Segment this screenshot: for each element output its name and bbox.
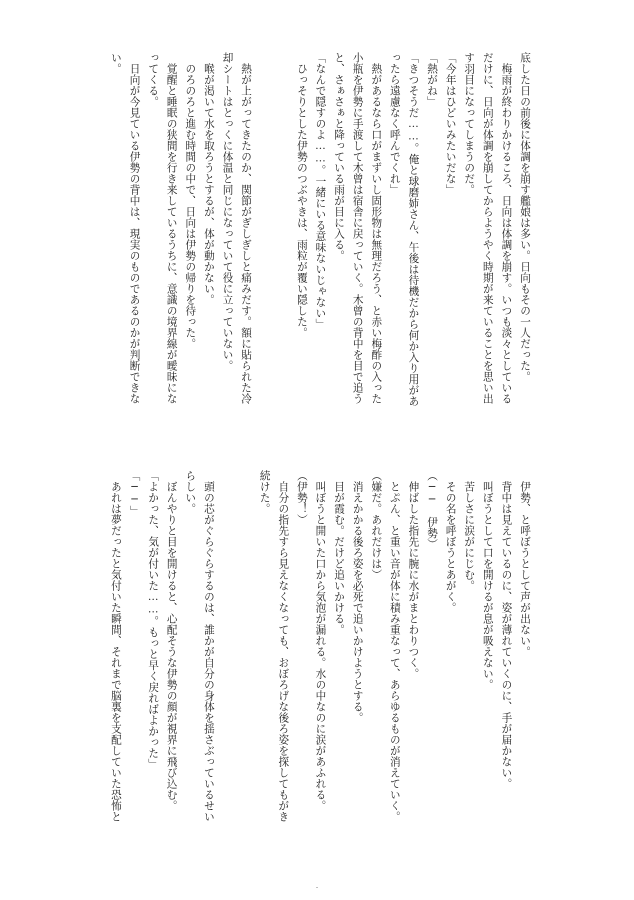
blank-line [237,470,256,870]
text-line: 伸ばした指先に腕に水がまとわりつく。 [407,470,420,679]
text-line: 目が霞む。だけど追いかける。 [333,470,346,635]
text-line: 伊勢、と呼ぼうとして声が出ない。 [519,470,531,657]
text-line: 熱が上がってきたのか、関節がぎしぎしと痛みだす。額に貼られた冷 [240,52,253,404]
text-line: （嫌だ。あれだけは） [370,470,383,580]
text-line: のろのろと進む時間の中で、日向は伊勢の帰りを待った。 [184,52,197,349]
text-line: 底した日の前後に体調を崩す艦娘は多い。日向もその一人だった。 [519,52,531,382]
text-line: 頭の芯がぐらぐらするのは、誰かが自分の身体を揺さぶっているせい [202,470,215,822]
text-line: 「きつそうだ……。俺と球磨姉さん、午後は待機だから何か入り用があ [407,52,420,407]
text-line: らしい。 [184,470,197,514]
text-line: 「よかった、気が付いた……。もっと早く戻ればよかった」 [147,470,160,770]
text-line: 「なんで隠すのよ……。一緒にいる意味ないじゃない」 [314,52,327,330]
text-line: す羽目になってしまうのだ。 [463,52,476,195]
page-number: - [315,884,319,891]
text-line: ったら遠慮なく呼んでくれ」 [388,52,401,195]
text-line: 覚醒と睡眠の狭間を行き来しているうちに、意識の境界線が曖昧にな [165,52,178,404]
text-line: 「熱がね」 [426,52,439,107]
text-line: 「今年はひどいみたいだな」 [444,52,457,195]
text-line: 叫ぼうとして口を開けるが息が吸えない。 [481,470,494,690]
text-line: 背中は見えているのに、姿が薄れていくのに、手が届かない。 [500,470,513,789]
text-line: ひっそりとした伊勢のつぶやきは、雨粒が覆い隠した。 [295,52,308,338]
text-line: 小瓶を伊勢に手渡して木曾は宿舎に戻っていく。木曾の背中を目で追う [351,52,364,404]
text-line: 苦しさに涙がにじむ。 [463,470,476,591]
text-line: 叫ぼうと開いた口から気泡が漏れる。水の中なのに涙があふれる。 [314,470,327,811]
text-line: と、さぁさぁと降っている雨が目に入る。 [333,52,346,261]
text-line: ぼんやりと目を開けると、心配そうな伊勢の顔が視界に飛び込む。 [165,470,178,811]
bottom-text-block [106,470,534,870]
top-text-block [106,52,534,452]
text-line: あれは夢だったと気付いた瞬間、それまで脳裏を支配していた恐怖と [109,470,122,822]
text-line: 喉が渇いて水を取ろうとするが、体が動かない。 [202,52,215,305]
text-line: とぷん、と重い音が体に積み重なって、あらゆるものが消えていく。 [388,470,401,822]
text-line: 「──」 [128,470,141,517]
text-line: 消えかかる後ろ姿を必死で追いかけようとする。 [351,470,364,723]
text-line: だけに、日向が体調を崩してからようやく時期が来ていることを思い出 [481,52,494,404]
blank-line [274,52,293,452]
text-line: 熱があるなら口がまずいし固形物は無理だろう、と赤い梅酢の入った [370,52,383,404]
text-line: （伊勢！） [295,470,308,525]
text-line: （── 伊勢） [426,470,439,550]
blank-line [218,470,237,870]
text-line: ってくる。 [147,52,160,107]
text-line: 却シートはとっくに体温と同じになっていて役に立っていない。 [221,52,234,371]
text-line: 自分の指先すら見えなくなっても、おぼろげな後ろ姿を探してもがき [277,470,290,822]
blank-line [255,52,274,452]
text-line: 続けた。 [258,470,271,514]
text-line: 日向が今見ている伊勢の背中は、現実のものであるのかが判断できな [128,52,141,404]
text-line: い。 [109,52,122,74]
text-line: その名を呼ぼうとあがく。 [444,470,457,613]
text-line: 梅雨が終わりかけるころ、日向は体調を崩す。いつも淡々としている [500,52,513,404]
